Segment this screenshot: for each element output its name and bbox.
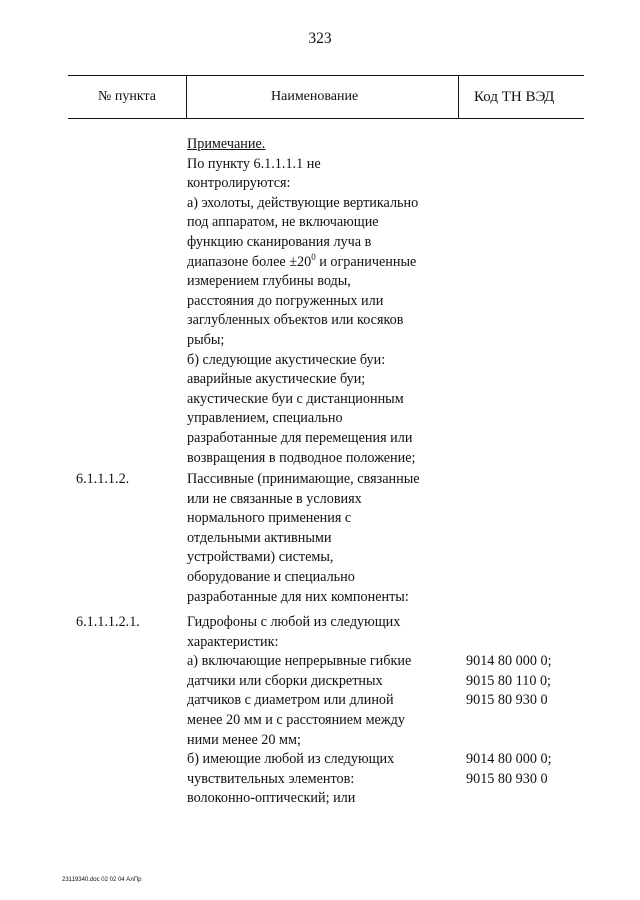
text-line: Гидрофоны с любой из следующих <box>187 614 401 630</box>
text-line: характеристик: <box>187 633 279 650</box>
column-header-code: Код ТН ВЭД <box>474 89 555 105</box>
text-line: волоконно-оптический; или <box>187 790 356 807</box>
text-line: разработанные для перемещения или <box>187 429 413 446</box>
tnved-code: 9015 80 110 0; <box>466 672 551 689</box>
text-fragment: диапазоне более ±20 <box>187 253 312 270</box>
column-header-name: Наименование <box>271 89 359 104</box>
text-line: датчики или сборки дискретных <box>187 672 383 689</box>
column-header-number: № пункта <box>98 89 156 104</box>
row-hydrophones <box>187 613 411 809</box>
text-line: менее 20 мм и с расстоянием между <box>187 711 405 728</box>
text-line: функцию сканирования луча в <box>187 233 372 250</box>
text-line: По пункту 6.1.1.1.1 не <box>187 155 321 172</box>
tnved-code: 9014 80 000 0; <box>466 653 552 669</box>
text-line: б) следующие акустические буи: <box>187 351 386 368</box>
page-number: 323 <box>308 30 332 47</box>
text-line: оборудование и специально <box>187 568 355 585</box>
item-number: 6.1.1.1.2.1. <box>76 614 140 630</box>
text-line: расстояния до погруженных или <box>187 292 384 309</box>
text-line: или не связанные в условиях <box>187 490 362 507</box>
text-line: контролируются: <box>187 175 291 192</box>
text-line: разработанные для них компоненты: <box>187 588 409 605</box>
document-footer: 23119340.doc 02 02 04 АлПр <box>62 877 142 883</box>
text-line: нормального применения с <box>187 510 352 527</box>
codes-group-a <box>466 652 552 711</box>
text-line: датчиков с диаметром или длиной <box>187 692 394 709</box>
header-bottom-rule <box>68 118 584 119</box>
text-fragment: и ограниченные <box>315 253 417 270</box>
item-number: 6.1.1.1.2. <box>76 471 130 487</box>
text-line: а) включающие непрерывные гибкие <box>187 653 412 670</box>
header-divider-1 <box>186 75 187 119</box>
text-line: возвращения в подводное положение; <box>187 449 416 466</box>
text-line: устройствами) системы, <box>187 549 334 566</box>
text-line: отдельными активными <box>187 529 332 546</box>
row-passive-systems <box>187 470 420 607</box>
tnved-code: 9015 80 930 0 <box>466 770 548 787</box>
text-line-with-superscript <box>187 253 418 273</box>
tnved-code: 9014 80 000 0; <box>466 751 552 767</box>
row-note <box>187 135 418 468</box>
text-line: аварийные акустические буи; <box>187 371 366 388</box>
text-line: чувствительных элементов: <box>187 770 355 787</box>
text-line: б) имеющие любой из следующих <box>187 751 395 768</box>
degree-superscript: 0 <box>311 251 316 262</box>
header-divider-2 <box>458 75 459 119</box>
text-line: акустические буи с дистанционным <box>187 390 404 407</box>
text-line: управлением, специально <box>187 410 343 427</box>
codes-group-b <box>466 750 552 789</box>
text-line: ними менее 20 мм; <box>187 731 301 748</box>
text-line: заглубленных объектов или косяков <box>187 312 404 329</box>
note-heading: Примечание. <box>187 136 266 152</box>
text-line: под аппаратом, не включающие <box>187 214 379 231</box>
text-line: рыбы; <box>187 331 225 348</box>
text-line: Пассивные (принимающие, связанные <box>187 471 420 487</box>
header-top-rule <box>68 75 584 76</box>
tnved-code: 9015 80 930 0 <box>466 692 548 709</box>
text-line: измерением глубины воды, <box>187 273 351 290</box>
text-line: а) эхолоты, действующие вертикально <box>187 194 419 211</box>
